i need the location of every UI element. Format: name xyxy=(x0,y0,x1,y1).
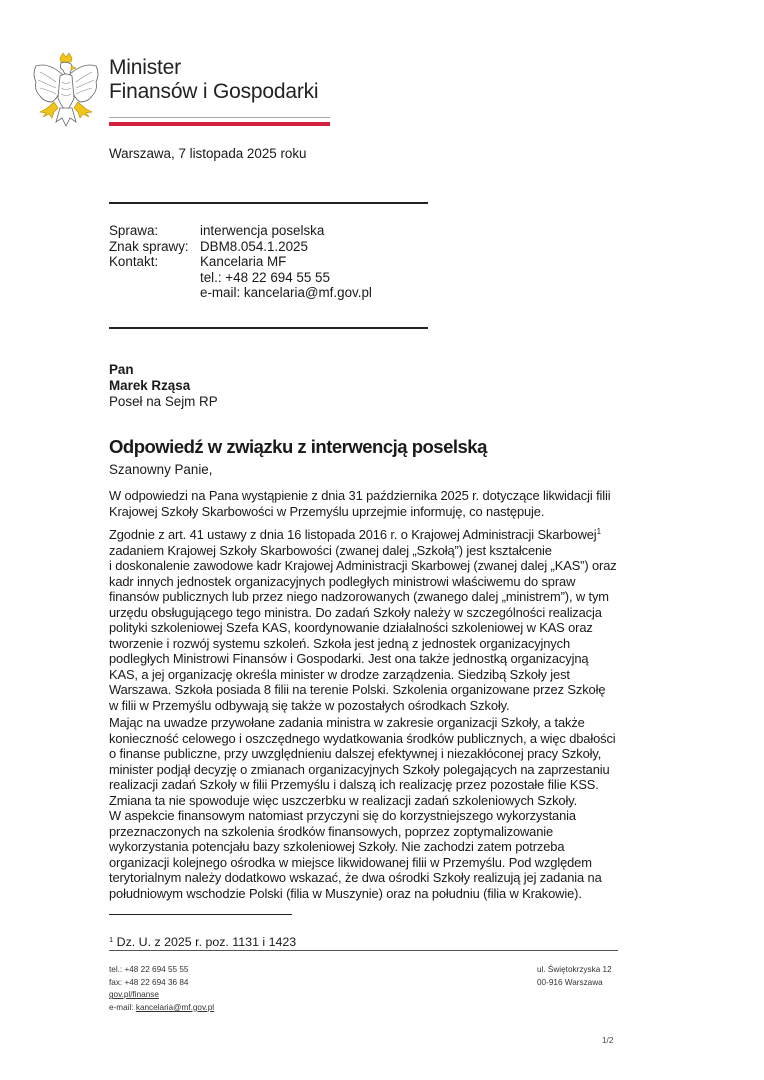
paragraph-line: kadr innych jednostek organizacyjnych podległych ministrowi właściwemu do spraw xyxy=(109,573,576,589)
addressee-title: Poseł na Sejm RP xyxy=(109,394,218,409)
body-paragraph-2 xyxy=(109,527,617,714)
paragraph-line: Mając na uwadze przywołane zadania ministra w zakresie organizacji Szkoły, a także xyxy=(109,715,585,730)
footer-email-link[interactable]: kancelaria@mf.gov.pl xyxy=(135,1002,215,1012)
letter-heading: Odpowiedź w związku z interwencją poselską xyxy=(109,436,487,457)
footer-website-link[interactable]: gov.pl/finanse xyxy=(109,990,159,1000)
meta-value: Kancelaria MF xyxy=(200,254,287,269)
meta-value: DBM8.054.1.2025 xyxy=(200,238,308,254)
meta-value: interwencja poselska xyxy=(200,223,325,238)
paragraph-line: wykorzystania potencjału bazy szkoleniowej Szkoły. Nie zachodzi zatem potrzeba xyxy=(109,839,565,855)
paragraph-line: polityki szkoleniowej Szefa KAS, koordynowanie działalności szkoleniowej w KAS oraz xyxy=(109,620,593,636)
case-metadata xyxy=(109,223,372,301)
paragraph-line: o finanse publiczne, przy uwzględnieniu dalszej efektywnej i niezakłóconej pracy Szkoły, xyxy=(109,746,602,762)
addressee-name: Marek Rząsa xyxy=(109,378,191,393)
meta-divider-top xyxy=(109,202,428,204)
body-paragraph-3 xyxy=(109,715,616,902)
paragraph-line: Warszawa. Szkoła posiada 8 filii na terenie Polski. Szkolenia organizowane przez Szkołę xyxy=(109,682,606,698)
page-number: 1/2 xyxy=(602,1036,614,1045)
footer-email-row xyxy=(109,1002,214,1015)
footnote-reference[interactable]: 1 xyxy=(596,527,601,536)
brand-divider-gray xyxy=(109,117,330,118)
meta-label xyxy=(109,285,200,301)
letter-date: Warszawa, 7 listopada 2025 roku xyxy=(109,146,307,161)
paragraph-line: Zmiana ta nie spowoduje więc uszczerbku w realizacji zadań szkoleniowych Szkoły. xyxy=(109,792,578,808)
letter-salutation: Szanowny Panie, xyxy=(109,462,213,477)
ministry-brand xyxy=(109,56,318,104)
meta-row-case xyxy=(109,223,372,239)
footer-address-city: 00-916 Warszawa xyxy=(537,977,603,987)
footnote-marker: 1 xyxy=(109,935,114,944)
paragraph-line: W aspekcie finansowym natomiast przyczyni się do korzystniejszego wykorzystania xyxy=(109,808,576,824)
footer-contact xyxy=(109,964,214,1014)
meta-row-phone xyxy=(109,270,372,286)
meta-value: e-mail: kancelaria@mf.gov.pl xyxy=(200,285,372,300)
meta-row-contact xyxy=(109,254,372,270)
meta-divider-bottom xyxy=(109,327,428,329)
meta-label: Sprawa: xyxy=(109,223,159,238)
paragraph-line: W odpowiedzi na Pana wystąpienie z dnia 31 października 2025 r. dotyczące likwidacji filii xyxy=(109,488,611,503)
paragraph-line-text: Zgodnie z art. 41 ustawy z dnia 16 listopada 2016 r. o Krajowej Administracji Skarbowej xyxy=(109,527,597,542)
footnote-text: Dz. U. z 2025 r. poz. 1131 i 1423 xyxy=(113,935,297,949)
paragraph-line: tworzenie i rozwój systemu szkoleń. Szkoła jest jedną z jednostek organizacyjnych xyxy=(109,635,571,651)
meta-label xyxy=(109,270,200,286)
footer-address xyxy=(537,964,612,989)
paragraph-line: realizacji zadań Szkoły w filii Przemyślu i dalszą ich realizację przez pozostałe filie KSS. xyxy=(109,777,599,793)
paragraph-line: Krajowej Szkoły Skarbowości w Przemyślu uprzejmie informuję, co następuje. xyxy=(109,503,545,519)
paragraph-line: południowym wschodzie Polski (filia w Muszynie) oraz na południu (filia w Krakowie). xyxy=(109,886,582,902)
paragraph-line: w filii w Przemyślu odbywają się także w pozostałych ośrodkach Szkoły. xyxy=(109,698,510,714)
paragraph-line-with-footnote xyxy=(109,527,617,543)
meta-row-email xyxy=(109,285,372,301)
paragraph-line: organizacji kolejnego ośrodka w miejsce likwidowanej filii w Przemyślu. Pod względem xyxy=(109,854,592,870)
footnote-separator xyxy=(109,914,292,915)
footer-divider xyxy=(109,950,618,951)
meta-label: Kontakt: xyxy=(109,254,159,269)
paragraph-line: KAS, a jej organizację określa minister w drodze zarządzenia. Siedzibą Szkoły jest xyxy=(109,666,570,682)
paragraph-line: finansów publicznych lub przez niego nadzorowanych (zwanego dalej „ministrem”), w tym xyxy=(109,589,609,605)
paragraph-line: terytorialnym należy dodatkowo wskazać, że dwa ośrodki Szkoły realizują jej zadania na xyxy=(109,870,602,886)
footnote xyxy=(109,935,296,950)
paragraph-line: minister podjął decyzję o zmianach organizacyjnych Szkoły polegających na zaprzestaniu xyxy=(109,761,610,777)
paragraph-line: przeznaczonych na szkolenia środków finansowych, poprzez zoptymalizowanie xyxy=(109,823,554,839)
polish-eagle-emblem-icon xyxy=(30,52,102,132)
meta-value: tel.: +48 22 694 55 55 xyxy=(200,269,330,285)
meta-label: Znak sprawy: xyxy=(109,238,189,254)
body-paragraph-1 xyxy=(109,488,611,519)
meta-row-reference xyxy=(109,239,372,255)
addressee-block xyxy=(109,362,218,410)
addressee-salutation: Pan xyxy=(109,362,134,377)
paragraph-line: konieczność celowego i oszczędnego wydatkowania środków publicznych, a więc dbałości xyxy=(109,730,616,746)
paragraph-line: urzędu obsługującego tego ministra. Do zadań Szkoły należy w szczególności realizacja xyxy=(109,604,602,620)
brand-divider-red xyxy=(109,122,330,126)
footer-phone: tel.: +48 22 694 55 55 xyxy=(109,965,189,974)
footer-address-street: ul. Świętokrzyska 12 xyxy=(537,965,612,974)
paragraph-line: i doskonalenie zawodowe kadr Krajowej Administracji Skarbowej (zwanej dalej „KAS”) oraz xyxy=(109,558,617,574)
paragraph-line: podległych Ministrowi Finansów i Gospodarki. Jest ona także jednostką organizacyjną xyxy=(109,651,589,667)
brand-title-line2: Finansów i Gospodarki xyxy=(109,80,319,103)
footer-email-label: e-mail: xyxy=(109,1002,136,1012)
paragraph-line: zadaniem Krajowej Szkoły Skarbowości (zwanej dalej „Szkołą”) jest kształcenie xyxy=(109,542,552,558)
footer-fax: fax: +48 22 694 36 84 xyxy=(109,977,189,987)
brand-title-line1: Minister xyxy=(109,56,181,79)
